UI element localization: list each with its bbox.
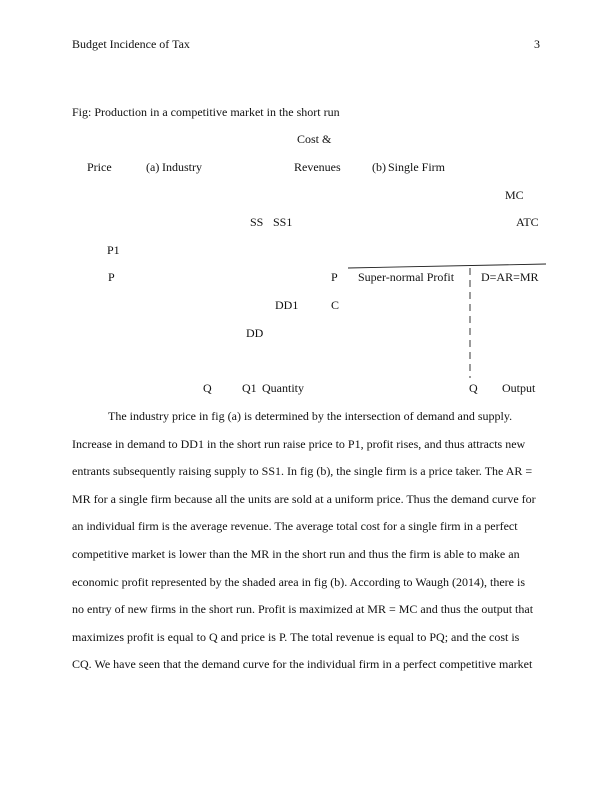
revenues-axis-label: Revenues <box>294 160 341 174</box>
output-axis-label: Output <box>502 381 536 395</box>
p-price-label-industry: P <box>108 270 115 284</box>
dd-curve-label: DD <box>246 326 264 340</box>
price-axis-label: Price <box>87 160 112 174</box>
body-line: maximizes profit is equal to Q and price is P. The total revenue is equal to PQ; and the cost is <box>72 629 520 644</box>
body-line: an individual firm is the average revenue. The average total cost for a single firm in a perfect <box>72 519 518 534</box>
body-line: MR for a single firm because all the units are sold at a uniform price. Thus the demand curve for <box>72 491 536 506</box>
body-line: Increase in demand to DD1 in the short run raise price to P1, profit rises, and thus attracts new <box>72 436 526 451</box>
dd1-curve-label: DD1 <box>275 298 299 312</box>
panel-a-title: Industry <box>162 160 202 174</box>
figure-caption: Fig: Production in a competitive market in the short run <box>72 105 340 119</box>
page-number: 3 <box>534 37 540 51</box>
q-quantity-label-industry: Q <box>203 381 212 395</box>
p-price-label-firm: P <box>331 270 338 284</box>
c-cost-label: C <box>331 298 340 312</box>
price-line-firm <box>348 264 546 268</box>
q-output-label-firm: Q <box>469 381 478 395</box>
mc-curve-label: MC <box>505 188 524 202</box>
body-line: competitive market is lower than the MR in the short run and thus the firm is able to make an <box>72 546 520 561</box>
body-line: CQ. We have seen that the demand curve for the individual firm in a perfect competitive market <box>72 657 533 672</box>
cost-label: Cost & <box>297 132 332 146</box>
q1-quantity-label: Q1 <box>242 381 257 395</box>
atc-curve-label: ATC <box>516 215 539 229</box>
quantity-axis-label: Quantity <box>262 381 304 395</box>
body-line: entrants subsequently raising supply to SS1. In fig (b), the single firm is a price taker. The AR = <box>72 464 533 479</box>
body-line: no entry of new firms in the short run. Profit is maximized at MR = MC and thus the output that <box>72 602 534 617</box>
ss1-curve-label: SS1 <box>273 215 293 229</box>
ss-curve-label: SS <box>250 215 264 229</box>
p1-price-label: P1 <box>107 243 120 257</box>
super-normal-profit-label: Super-normal Profit <box>358 270 455 284</box>
body-line: economic profit represented by the shaded area in fig (b). According to Waugh (2014), there is <box>72 574 525 589</box>
panel-a-label: (a) <box>146 160 160 174</box>
panel-b-title: Single Firm <box>388 160 446 174</box>
panel-b-label: (b) <box>372 160 386 174</box>
body-line: The industry price in fig (a) is determined by the intersection of demand and supply. <box>108 409 513 423</box>
firm-demand-label: D=AR=MR <box>481 270 539 284</box>
body-paragraph <box>72 403 542 679</box>
running-head: Budget Incidence of Tax <box>72 37 190 51</box>
